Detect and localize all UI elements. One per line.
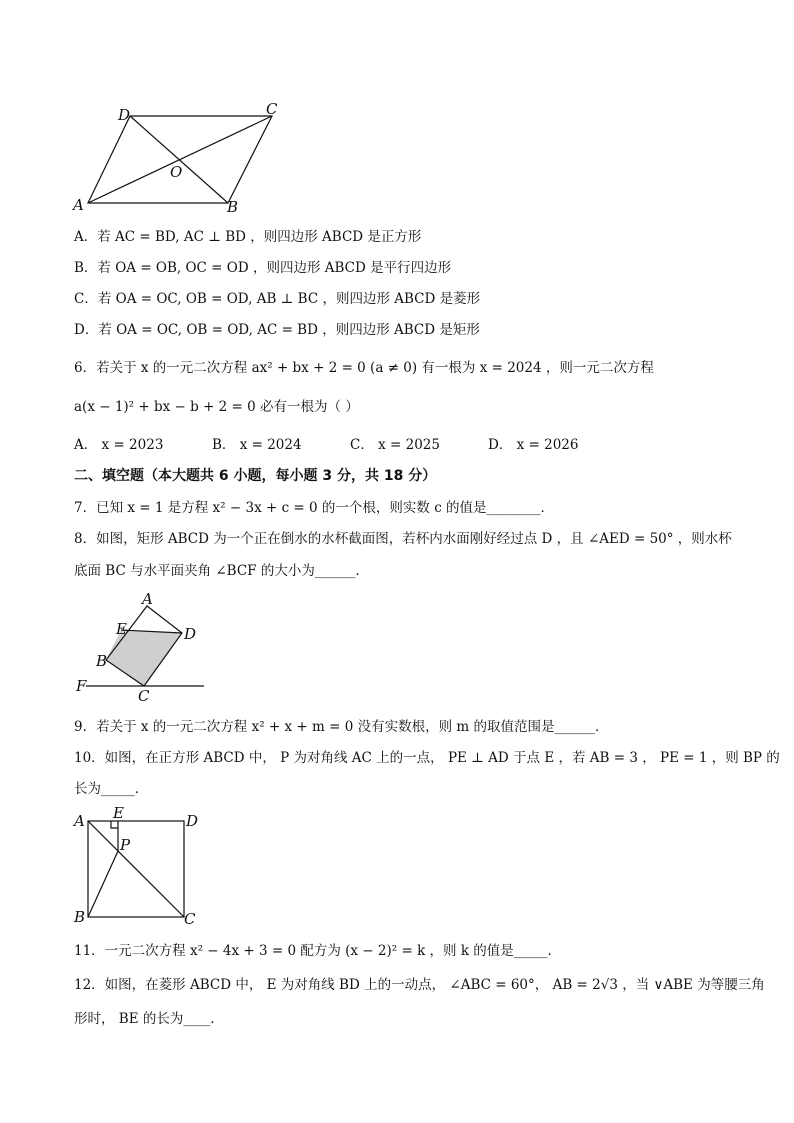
- label-C: C: [266, 100, 278, 118]
- q6-option-b: B． x = 2024: [212, 437, 302, 453]
- q6-line1: 6．若关于 x 的一元二次方程 ax² + bx + 2 = 0 (a ≠ 0) 有一根为 x = 2024 ，则一元二次方程: [74, 360, 654, 376]
- label-D: D: [186, 812, 199, 830]
- label-B: B: [74, 908, 86, 926]
- label-A: A: [73, 196, 84, 214]
- label-C: C: [184, 910, 196, 928]
- label-B: B: [227, 198, 239, 216]
- q5-option-d: D．若 OA = OC, OB = OD, AC = BD ，则四边形 ABCD 是矩形: [74, 322, 480, 338]
- q12-line1: 12．如图，在菱形 ABCD 中， E 为对角线 BD 上的一动点， ∠ABC = 60°， AB = 2√3 ，当 ∨ABE 为等腰三角: [74, 977, 765, 993]
- q5-option-b: B．若 OA = OB, OC = OD ，则四边形 ABCD 是平行四边形: [74, 260, 452, 276]
- q8-line2: 底面 BC 与水平面夹角 ∠BCF 的大小为______．: [74, 563, 369, 579]
- q12-line2: 形时， BE 的长为____．: [74, 1011, 224, 1027]
- q8-line1: 8．如图，矩形 ABCD 为一个正在倒水的水杯截面图，若杯内水面刚好经过点 D ，且 ∠AED = 50° ，则水杯: [74, 531, 732, 547]
- q5-option-c: C．若 OA = OC, OB = OD, AB ⊥ BC ，则四边形 ABCD 是菱形: [74, 291, 481, 307]
- q7: 7．已知 x = 1 是方程 x² − 3x + c = 0 的一个根，则实数 c 的值是________．: [74, 500, 555, 516]
- q6-option-a: A． x = 2023: [74, 437, 164, 453]
- label-E: E: [116, 620, 127, 638]
- label-B: B: [96, 652, 108, 670]
- label-P: P: [120, 836, 131, 854]
- cup-figure: [70, 592, 220, 704]
- label-A: A: [74, 812, 85, 830]
- label-A: A: [142, 592, 153, 608]
- q10-line2: 长为_____．: [74, 781, 149, 797]
- q11: 11．一元二次方程 x² − 4x + 3 = 0 配方为 (x − 2)² = k ，则 k 的值是_____．: [74, 943, 562, 959]
- q6-option-c: C． x = 2025: [350, 437, 440, 453]
- label-D: D: [184, 625, 197, 643]
- label-O: O: [170, 163, 183, 181]
- q9: 9．若关于 x 的一元二次方程 x² + x + m = 0 没有实数根，则 m 的取值范围是______．: [74, 719, 609, 735]
- label-F: F: [76, 677, 87, 695]
- label-C: C: [138, 687, 150, 704]
- q10-line1: 10．如图，在正方形 ABCD 中， P 为对角线 AC 上的一点， PE ⊥ AD 于点 E ，若 AB = 3 ， PE = 1 ，则 BP 的: [74, 750, 780, 766]
- q6-line2: a(x − 1)² + bx − b + 2 = 0 必有一根为（ ）: [74, 399, 359, 415]
- label-D: D: [118, 106, 131, 124]
- q5-option-a: A．若 AC = BD, AC ⊥ BD ，则四边形 ABCD 是正方形: [74, 229, 422, 245]
- section-heading: 二、填空题（本大题共 6 小题，每小题 3 分，共 18 分）: [74, 468, 437, 484]
- label-E: E: [113, 806, 124, 822]
- q6-option-d: D． x = 2026: [488, 437, 579, 453]
- parallelogram-figure: [70, 98, 290, 216]
- square-figure: [70, 806, 210, 928]
